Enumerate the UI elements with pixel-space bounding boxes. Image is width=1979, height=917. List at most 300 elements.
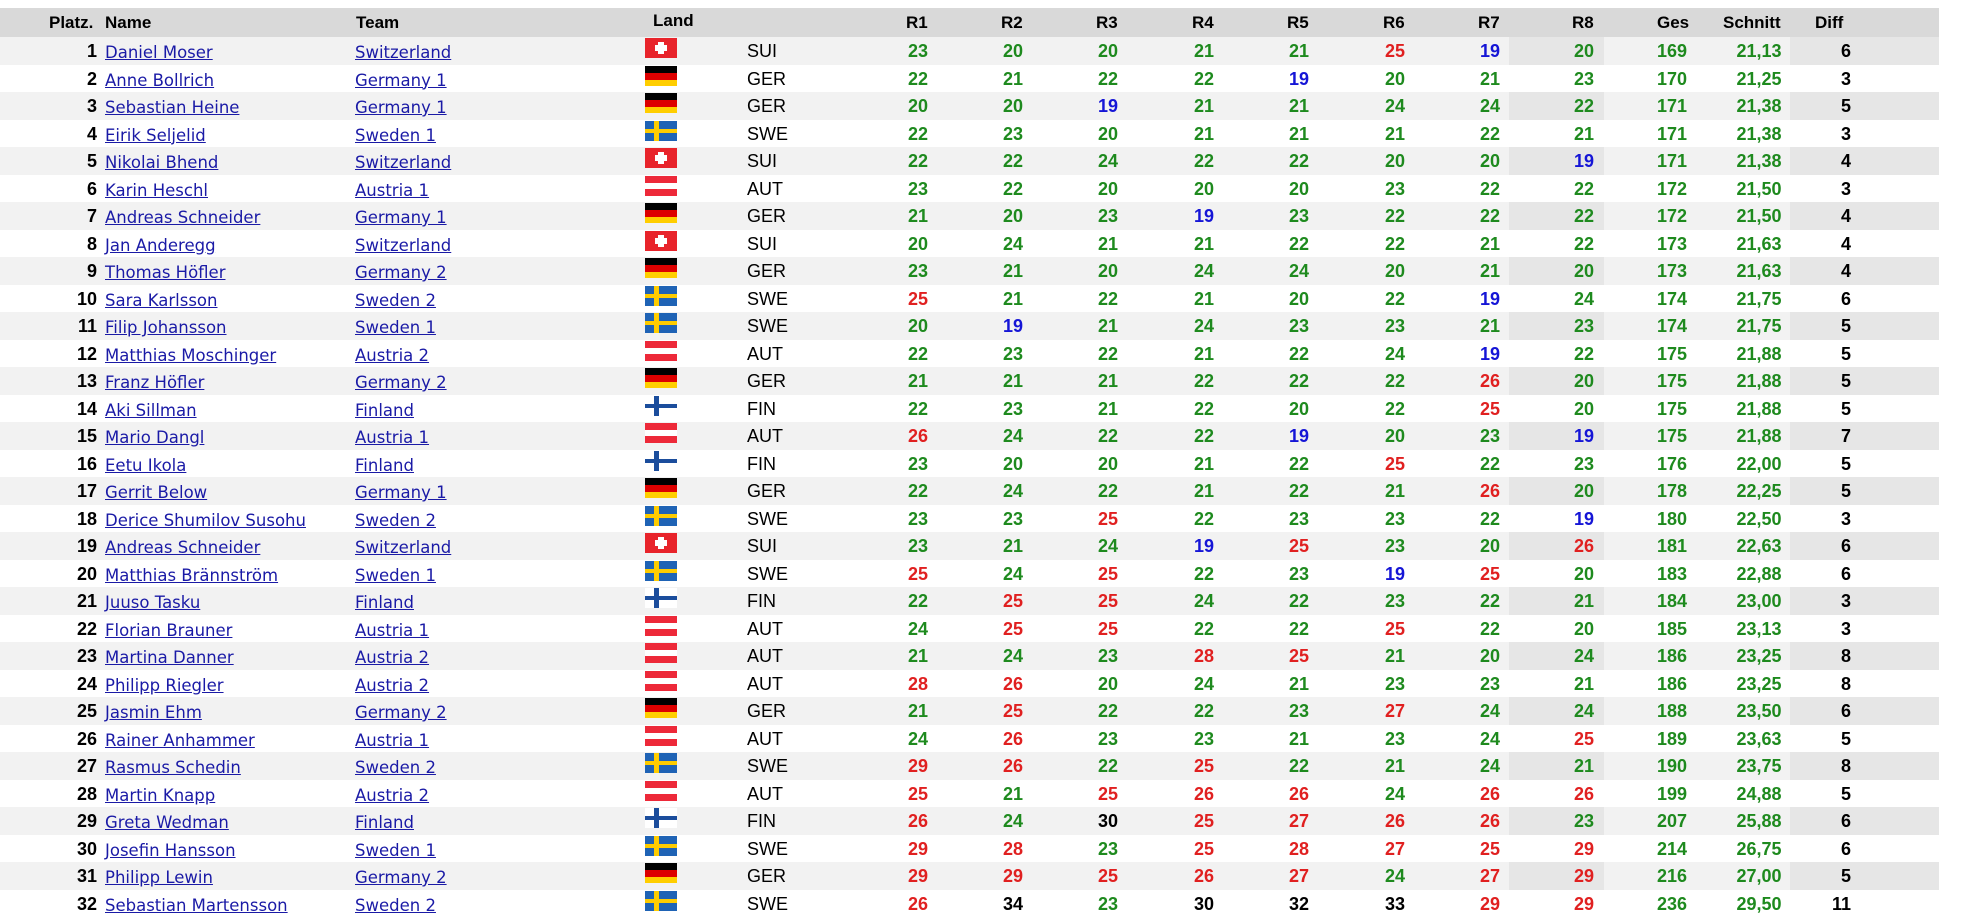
average-score-cell: 22,50 — [1736, 508, 1782, 529]
diff-cell: 5 — [1840, 728, 1851, 749]
team-link[interactable]: Switzerland — [355, 43, 452, 62]
header-schnitt: Schnitt — [1723, 13, 1781, 32]
round-score-r6: 23 — [1384, 508, 1406, 529]
athlete-name-link[interactable]: Philipp Riegler — [105, 675, 224, 695]
header-diff: Diff — [1815, 13, 1844, 32]
round-score-r2: 26 — [1002, 756, 1024, 776]
country-code-cell: FIN — [747, 398, 776, 419]
team-link[interactable]: Germany 1 — [355, 483, 447, 502]
total-score-cell: 172 — [1656, 178, 1688, 199]
round-score-r7: 22 — [1479, 178, 1501, 199]
swiss-flag-icon — [645, 533, 677, 553]
round-score-r7: 22 — [1479, 206, 1501, 226]
athlete-name-link[interactable]: Rainer Anhammer — [105, 730, 255, 750]
round-score-r7: 26 — [1479, 783, 1501, 804]
round-score-r4: 24 — [1193, 591, 1215, 611]
round-score-r2: 24 — [1002, 646, 1024, 666]
rank-cell: 7 — [86, 206, 97, 226]
team-link[interactable]: Finland — [355, 455, 414, 475]
athlete-name-link[interactable]: Nikolai Bhend — [105, 153, 219, 172]
team-link[interactable]: Finland — [355, 813, 414, 832]
round-score-r8: 22 — [1573, 178, 1595, 199]
round-score-r2: 25 — [1002, 701, 1024, 721]
country-code-cell: SUI — [747, 536, 778, 556]
round-score-r3: 25 — [1097, 591, 1119, 611]
round-score-r5: 25 — [1288, 646, 1310, 666]
total-score-cell: 171 — [1656, 123, 1688, 144]
round-score-r4: 19 — [1193, 206, 1215, 226]
round-score-r2: 29 — [1002, 866, 1024, 886]
average-score-cell: 21,63 — [1736, 261, 1782, 281]
round-score-r1: 22 — [907, 481, 929, 501]
athlete-name-link[interactable]: Juuso Tasku — [105, 593, 201, 612]
total-score-cell: 175 — [1656, 371, 1688, 391]
swiss-flag-icon — [645, 148, 677, 168]
team-link[interactable]: Switzerland — [355, 153, 452, 172]
round-score-r3: 25 — [1097, 563, 1119, 584]
german-flag-icon — [645, 698, 677, 718]
round-score-r6: 20 — [1384, 261, 1406, 281]
round-score-r4: 25 — [1193, 811, 1215, 831]
team-link[interactable]: Germany 1 — [355, 70, 447, 90]
round-score-r2: 25 — [1002, 618, 1024, 639]
round-score-r5: 22 — [1288, 453, 1310, 474]
round-score-r5: 25 — [1288, 536, 1310, 556]
team-link[interactable]: Sweden 1 — [355, 565, 436, 585]
country-code-cell: GER — [747, 68, 787, 89]
round-score-r8: 26 — [1573, 536, 1595, 556]
athlete-name-link[interactable]: Jan Anderegg — [105, 235, 216, 255]
country-code-cell: GER — [747, 96, 787, 116]
team-link[interactable]: Austria 1 — [355, 428, 430, 447]
athlete-name-link[interactable]: Matthias Brännström — [105, 565, 279, 585]
round-score-r1: 26 — [907, 426, 929, 446]
round-score-r8: 20 — [1573, 41, 1595, 61]
team-link[interactable]: Sweden 2 — [355, 758, 436, 777]
average-score-cell: 21,88 — [1736, 398, 1782, 419]
round-score-r3: 25 — [1097, 618, 1119, 639]
athlete-name-link[interactable]: Andreas Schneider — [105, 208, 261, 227]
diff-cell: 5 — [1840, 96, 1851, 116]
team-link[interactable]: Finland — [355, 593, 414, 612]
swedish-flag-icon — [645, 836, 677, 856]
round-score-r7: 23 — [1479, 673, 1501, 694]
team-link[interactable]: Germany 2 — [355, 373, 447, 392]
rank-cell: 8 — [86, 233, 97, 254]
round-score-r7: 24 — [1479, 701, 1501, 721]
round-score-r6: 23 — [1384, 536, 1406, 556]
round-score-r6: 20 — [1384, 68, 1406, 89]
table-row — [0, 752, 1939, 780]
round-score-r7: 25 — [1479, 563, 1501, 584]
german-flag-icon — [645, 93, 677, 113]
round-score-r7: 22 — [1479, 508, 1501, 529]
swedish-flag-icon — [645, 286, 677, 306]
round-score-r3: 24 — [1097, 151, 1119, 171]
header-platz: Platz. — [49, 13, 94, 32]
team-link[interactable]: Switzerland — [355, 235, 452, 255]
rank-cell: 29 — [76, 811, 97, 831]
country-code-cell: SWE — [747, 838, 789, 859]
rank-cell: 19 — [76, 536, 97, 556]
athlete-name-link[interactable]: Matthias Moschinger — [105, 345, 277, 365]
table-row — [0, 697, 1939, 725]
diff-cell: 5 — [1840, 398, 1851, 419]
athlete-name-link[interactable]: Sebastian Heine — [105, 98, 240, 117]
athlete-name-link[interactable]: Eetu Ikola — [105, 455, 187, 475]
rank-cell: 14 — [76, 398, 97, 419]
total-score-cell: 184 — [1656, 591, 1688, 611]
round-score-r5: 21 — [1288, 728, 1310, 749]
header-r2: R2 — [1001, 13, 1023, 32]
athlete-name-link[interactable]: Anne Bollrich — [105, 70, 215, 90]
team-link[interactable]: Germany 2 — [355, 703, 447, 722]
athlete-name-link[interactable]: Eirik Seljelid — [105, 125, 206, 145]
table-row — [0, 395, 1939, 423]
total-score-cell: 176 — [1656, 453, 1688, 474]
country-code-cell: FIN — [747, 453, 776, 474]
total-score-cell: 199 — [1656, 783, 1688, 804]
round-score-r1: 20 — [907, 233, 929, 254]
round-score-r5: 22 — [1288, 371, 1310, 391]
austrian-flag-icon — [645, 781, 677, 801]
rank-cell: 26 — [76, 728, 97, 749]
round-score-r4: 22 — [1193, 426, 1215, 446]
rank-cell: 20 — [76, 563, 97, 584]
header-ges: Ges — [1657, 13, 1690, 32]
round-score-r3: 20 — [1097, 261, 1119, 281]
country-code-cell: AUT — [747, 646, 783, 666]
team-link[interactable]: Germany 1 — [355, 98, 447, 117]
athlete-name-link[interactable]: Franz Höfler — [105, 373, 205, 392]
team-link[interactable]: Austria 2 — [355, 675, 430, 695]
table-row — [0, 120, 1939, 148]
round-score-r8: 20 — [1573, 398, 1595, 419]
diff-cell: 5 — [1840, 783, 1851, 804]
athlete-name-link[interactable]: Karin Heschl — [105, 180, 208, 200]
round-score-r2: 25 — [1002, 591, 1024, 611]
athlete-name-link[interactable]: Rasmus Schedin — [105, 758, 241, 777]
round-score-r1: 23 — [907, 178, 929, 199]
total-score-cell: 174 — [1656, 288, 1688, 309]
country-code-cell: SWE — [747, 123, 789, 144]
round-score-r5: 28 — [1288, 838, 1310, 859]
diff-cell: 6 — [1840, 701, 1851, 721]
header-r8: R8 — [1572, 13, 1594, 32]
average-score-cell: 21,38 — [1736, 96, 1782, 116]
total-score-cell: 183 — [1656, 563, 1688, 584]
team-link[interactable]: Sweden 1 — [355, 840, 436, 860]
round-score-r1: 25 — [907, 783, 929, 804]
rank-cell: 11 — [77, 316, 97, 336]
round-score-r8: 29 — [1573, 866, 1595, 886]
round-score-r7: 19 — [1479, 343, 1501, 364]
round-score-r4: 22 — [1193, 508, 1215, 529]
rank-cell: 2 — [86, 68, 97, 89]
round-score-r7: 26 — [1479, 371, 1501, 391]
swiss-flag-icon — [645, 231, 677, 251]
team-link[interactable]: Sweden 1 — [355, 125, 436, 145]
table-row — [0, 37, 1939, 65]
round-score-r8: 20 — [1573, 563, 1595, 584]
total-score-cell: 175 — [1656, 426, 1688, 446]
team-link[interactable]: Sweden 2 — [355, 290, 436, 310]
diff-cell: 3 — [1840, 178, 1851, 199]
table-row — [0, 422, 1939, 450]
team-link[interactable]: Austria 1 — [355, 180, 430, 200]
average-score-cell: 21,50 — [1736, 206, 1782, 226]
round-score-r4: 21 — [1193, 481, 1215, 501]
round-score-r5: 22 — [1288, 618, 1310, 639]
diff-cell: 4 — [1840, 151, 1851, 171]
athlete-name-link[interactable]: Filip Johansson — [105, 318, 227, 337]
country-code-cell: AUT — [747, 343, 783, 364]
team-link[interactable]: Austria 1 — [355, 620, 430, 640]
country-code-cell: AUT — [747, 178, 783, 199]
diff-cell: 4 — [1840, 206, 1851, 226]
round-score-r2: 21 — [1002, 536, 1024, 556]
round-score-r8: 19 — [1573, 508, 1595, 529]
swedish-flag-icon — [645, 561, 677, 581]
round-score-r5: 24 — [1288, 261, 1310, 281]
round-score-r8: 26 — [1573, 783, 1595, 804]
round-score-r4: 22 — [1193, 618, 1215, 639]
german-flag-icon — [645, 863, 677, 883]
table-row — [0, 340, 1939, 368]
diff-cell: 5 — [1840, 866, 1851, 886]
country-code-cell: SWE — [747, 288, 789, 309]
diff-cell: 3 — [1840, 68, 1851, 89]
average-score-cell: 22,25 — [1736, 481, 1782, 501]
austrian-flag-icon — [645, 616, 677, 636]
total-score-cell: 236 — [1656, 893, 1688, 914]
athlete-name-link[interactable]: Mario Dangl — [105, 428, 205, 447]
round-score-r7: 19 — [1479, 41, 1501, 61]
team-link[interactable]: Austria 1 — [355, 730, 430, 750]
country-code-cell: GER — [747, 481, 787, 501]
round-score-r3: 23 — [1097, 838, 1119, 859]
team-link[interactable]: Germany 1 — [355, 208, 447, 227]
round-score-r6: 27 — [1384, 701, 1406, 721]
round-score-r5: 21 — [1288, 123, 1310, 144]
country-code-cell: AUT — [747, 728, 783, 749]
round-score-r2: 20 — [1002, 41, 1024, 61]
round-score-r3: 20 — [1097, 178, 1119, 199]
round-score-r2: 28 — [1002, 838, 1024, 859]
athlete-name-link[interactable]: Greta Wedman — [105, 813, 229, 832]
header-r6: R6 — [1383, 13, 1405, 32]
round-score-r4: 22 — [1193, 701, 1215, 721]
round-score-r8: 21 — [1573, 591, 1595, 611]
athlete-name-link[interactable]: Andreas Schneider — [105, 538, 261, 557]
athlete-name-link[interactable]: Thomas Höfler — [105, 263, 226, 282]
header-r7: R7 — [1478, 13, 1500, 32]
round-score-r1: 20 — [907, 96, 929, 116]
round-score-r1: 24 — [907, 618, 929, 639]
round-score-r5: 23 — [1288, 508, 1310, 529]
round-score-r5: 20 — [1288, 398, 1310, 419]
table-row — [0, 230, 1939, 258]
round-score-r2: 19 — [1002, 316, 1024, 336]
athlete-name-link[interactable]: Derice Shumilov Susohu — [105, 510, 306, 530]
country-code-cell: AUT — [747, 426, 783, 446]
results-table — [0, 8, 1979, 917]
team-link[interactable]: Austria 2 — [355, 648, 430, 667]
team-link[interactable]: Austria 2 — [355, 785, 430, 805]
round-score-r2: 21 — [1002, 783, 1024, 804]
round-score-r4: 22 — [1193, 371, 1215, 391]
round-score-r6: 22 — [1384, 398, 1406, 419]
round-score-r7: 26 — [1479, 811, 1501, 831]
athlete-name-link[interactable]: Aki Sillman — [105, 400, 197, 420]
total-score-cell: 171 — [1656, 96, 1688, 116]
rank-cell: 27 — [76, 756, 97, 776]
athlete-name-link[interactable]: Sara Karlsson — [105, 290, 218, 310]
round-score-r8: 24 — [1573, 288, 1595, 309]
rank-cell: 10 — [76, 288, 97, 309]
round-score-r5: 32 — [1288, 893, 1310, 914]
round-score-r2: 20 — [1002, 96, 1024, 116]
round-score-r2: 24 — [1002, 233, 1024, 254]
round-score-r2: 22 — [1002, 178, 1024, 199]
rank-cell: 15 — [76, 426, 97, 446]
athlete-name-link[interactable]: Martina Danner — [105, 648, 234, 667]
round-score-r2: 23 — [1002, 508, 1024, 529]
round-score-r6: 23 — [1384, 178, 1406, 199]
team-link[interactable]: Finland — [355, 400, 414, 420]
team-link[interactable]: Sweden 2 — [355, 895, 436, 915]
athlete-name-link[interactable]: Martin Knapp — [105, 785, 216, 805]
rank-cell: 9 — [86, 261, 97, 281]
rank-cell: 1 — [86, 41, 97, 61]
total-score-cell: 175 — [1656, 343, 1688, 364]
athlete-name-link[interactable]: Gerrit Below — [105, 483, 208, 502]
round-score-r1: 21 — [907, 701, 929, 721]
country-code-cell: SWE — [747, 316, 789, 336]
average-score-cell: 23,25 — [1736, 673, 1782, 694]
team-link[interactable]: Austria 2 — [355, 345, 430, 365]
country-code-cell: AUT — [747, 783, 783, 804]
round-score-r7: 19 — [1479, 288, 1501, 309]
german-flag-icon — [645, 203, 677, 223]
table-row — [0, 147, 1939, 175]
round-score-r1: 22 — [907, 123, 929, 144]
finnish-flag-icon — [645, 808, 677, 828]
round-score-r6: 21 — [1384, 646, 1406, 666]
round-score-r3: 24 — [1097, 536, 1119, 556]
country-code-cell: SUI — [747, 233, 778, 254]
round-score-r6: 24 — [1384, 866, 1406, 886]
country-code-cell: SWE — [747, 756, 789, 776]
total-score-cell: 175 — [1656, 398, 1688, 419]
diff-cell: 5 — [1840, 343, 1851, 364]
rank-cell: 30 — [76, 838, 97, 859]
round-score-r3: 20 — [1097, 673, 1119, 694]
round-score-r8: 25 — [1573, 728, 1595, 749]
round-score-r2: 24 — [1002, 426, 1024, 446]
diff-cell: 3 — [1840, 618, 1851, 639]
round-score-r5: 23 — [1288, 563, 1310, 584]
rank-cell: 5 — [86, 151, 97, 171]
total-score-cell: 186 — [1656, 673, 1688, 694]
round-score-r4: 21 — [1193, 453, 1215, 474]
team-link[interactable]: Sweden 1 — [355, 318, 436, 337]
country-code-cell: GER — [747, 261, 787, 281]
round-score-r4: 26 — [1193, 783, 1215, 804]
round-score-r2: 24 — [1002, 811, 1024, 831]
table-row — [0, 615, 1939, 643]
table-row — [0, 862, 1939, 890]
total-score-cell: 216 — [1656, 866, 1688, 886]
round-score-r4: 24 — [1193, 316, 1215, 336]
round-score-r7: 20 — [1479, 151, 1501, 171]
athlete-name-link[interactable]: Florian Brauner — [105, 620, 233, 640]
round-score-r5: 22 — [1288, 756, 1310, 776]
round-score-r4: 21 — [1193, 343, 1215, 364]
round-score-r8: 22 — [1573, 233, 1595, 254]
athlete-name-link[interactable]: Daniel Moser — [105, 43, 213, 62]
round-score-r4: 22 — [1193, 68, 1215, 89]
round-score-r3: 21 — [1097, 233, 1119, 254]
diff-cell: 5 — [1840, 481, 1851, 501]
round-score-r6: 22 — [1384, 288, 1406, 309]
round-score-r3: 25 — [1097, 783, 1119, 804]
round-score-r5: 23 — [1288, 316, 1310, 336]
team-link[interactable]: Germany 2 — [355, 263, 447, 282]
table-row — [0, 450, 1939, 478]
country-code-cell: SWE — [747, 508, 789, 529]
round-score-r8: 22 — [1573, 206, 1595, 226]
round-score-r1: 21 — [907, 646, 929, 666]
austrian-flag-icon — [645, 341, 677, 361]
round-score-r4: 22 — [1193, 563, 1215, 584]
athlete-name-link[interactable]: Jasmin Ehm — [105, 703, 202, 722]
round-score-r3: 30 — [1097, 811, 1119, 831]
team-link[interactable]: Sweden 2 — [355, 510, 436, 530]
round-score-r7: 21 — [1479, 261, 1501, 281]
round-score-r3: 20 — [1097, 41, 1119, 61]
swedish-flag-icon — [645, 891, 677, 911]
average-score-cell: 22,63 — [1736, 536, 1782, 556]
round-score-r4: 21 — [1193, 288, 1215, 309]
average-score-cell: 23,75 — [1736, 756, 1782, 776]
round-score-r7: 21 — [1479, 233, 1501, 254]
header-land: Land — [653, 11, 694, 30]
round-score-r6: 25 — [1384, 618, 1406, 639]
athlete-name-link[interactable]: Sebastian Martensson — [105, 895, 288, 915]
round-score-r1: 29 — [907, 838, 929, 859]
table-row — [0, 285, 1939, 313]
header-r5: R5 — [1287, 13, 1309, 32]
round-score-r2: 21 — [1002, 288, 1024, 309]
athlete-name-link[interactable]: Philipp Lewin — [105, 868, 213, 887]
round-score-r5: 27 — [1288, 811, 1310, 831]
team-link[interactable]: Germany 2 — [355, 868, 447, 887]
round-score-r1: 29 — [907, 756, 929, 776]
round-score-r2: 22 — [1002, 151, 1024, 171]
country-code-cell: GER — [747, 206, 787, 226]
round-score-r1: 21 — [907, 371, 929, 391]
round-score-r1: 24 — [907, 728, 929, 749]
round-score-r6: 21 — [1384, 481, 1406, 501]
round-score-r3: 22 — [1097, 701, 1119, 721]
round-score-r7: 22 — [1479, 123, 1501, 144]
team-link[interactable]: Switzerland — [355, 538, 452, 557]
round-score-r6: 23 — [1384, 728, 1406, 749]
round-score-r3: 22 — [1097, 68, 1119, 89]
round-score-r2: 26 — [1002, 673, 1024, 694]
athlete-name-link[interactable]: Josefin Hansson — [105, 840, 236, 860]
